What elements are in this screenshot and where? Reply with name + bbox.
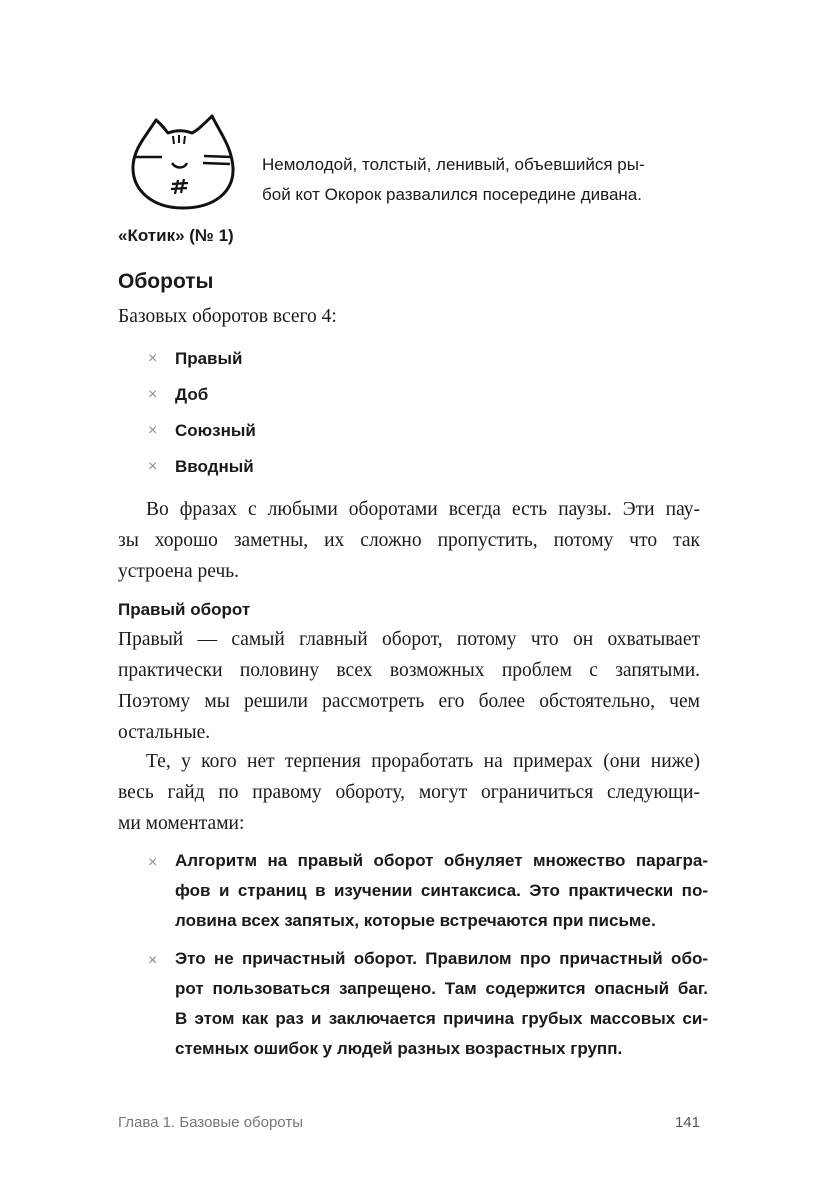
cross-bullet-icon: × [148,350,158,367]
paragraph-right-turn [118,624,700,748]
text-line: Правый — самый главный оборот, потому что он охватывает [118,629,700,650]
list-item-label: Союзный [175,421,256,440]
list-item-label: Правый [175,349,243,368]
cross-bullet-icon: × [148,952,158,969]
cross-bullet-icon: × [148,854,158,871]
cross-bullet-icon: × [148,422,158,439]
cat-face-icon [128,108,238,218]
text-line: стемных ошибок у людей разных возрастных групп. [175,1039,623,1058]
text-line: Поэтому мы решили рассмотреть его более обстоятельно, чем [118,691,700,712]
quote-line: бой кот Окорок развалился посередине дивана. [262,185,642,204]
text-line: ми моментами: [118,813,245,834]
cross-bullet-icon: × [148,386,158,403]
list-item-label: Вводный [175,457,254,476]
quote-line: Немолодой, толстый, ленивый, объевшийся ры- [262,155,645,174]
illustration-quote [262,150,692,210]
list-item [148,455,256,491]
list-item [148,944,708,1064]
text-line: зы хорошо заметны, их сложно пропустить, потому что так [118,530,700,551]
cross-bullet-icon: × [148,458,158,475]
paragraph-pauses [118,494,700,587]
list-item [148,383,256,419]
list-item [148,846,708,936]
text-line: Во фразах с любыми оборотами всегда есть паузы. Эти пау- [146,499,700,520]
text-line: Алгоритм на правый оборот обнуляет множество парагра- [175,851,708,870]
text-line: Те, у кого нет терпения проработать на примерах (они ниже) [146,751,700,772]
paragraph-impatient [118,746,700,839]
text-line: остальные. [118,722,211,743]
list-item [148,419,256,455]
subheading: Правый оборот [118,600,251,619]
text-line: устроена речь. [118,561,240,582]
turns-list [148,347,256,491]
text-line: Это не причастный оборот. Правилом про причастный обо- [175,949,708,968]
text-line: фов и страниц в изучении синтаксиса. Это практически по- [175,881,708,900]
cat-illustration [128,108,238,218]
page-number: 141 [674,1114,700,1131]
list-item-label: Доб [175,385,209,404]
footer-chapter: Глава 1. Базовые обороты [118,1114,303,1131]
text-line: практически половину всех возможных проблем с запятыми. [118,660,700,681]
text-line: рот пользоваться запрещено. Там содержится опасный баг. [175,979,708,998]
text-line: ловина всех запятых, которые встречаются при письме. [175,911,656,930]
section-title: Обороты [118,270,214,293]
text-line: В этом как раз и заключается причина грубых массовых си- [175,1009,708,1028]
list-item [148,347,256,383]
text-line: весь гайд по правому обороту, могут ограничиться следующи- [118,782,700,803]
illustration-caption: «Котик» (№ 1) [118,226,234,245]
key-points-list [148,846,708,1072]
intro-text: Базовых оборотов всего 4: [118,306,337,327]
